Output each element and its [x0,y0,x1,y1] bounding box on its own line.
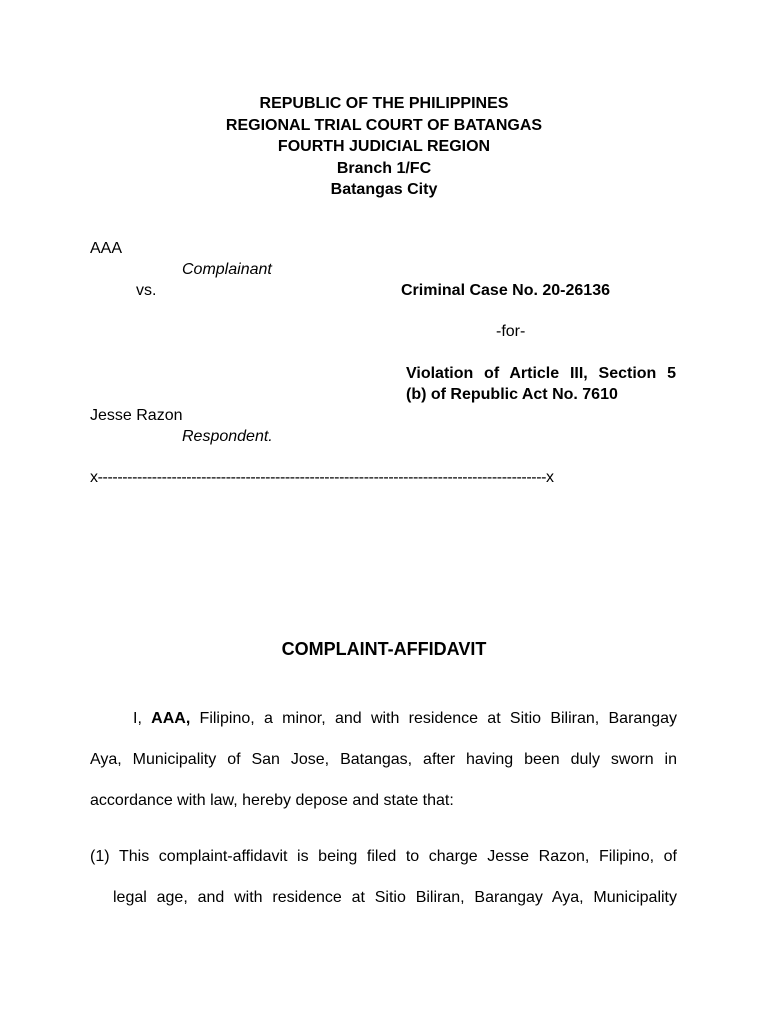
versus-label: vs. [136,282,157,299]
intro-line-1 [133,709,677,729]
header-republic: REPUBLIC OF THE PHILIPPINES [259,95,509,112]
intro-line-3: accordance with law, hereby depose and state that: [90,792,454,809]
header-court: REGIONAL TRIAL COURT OF BATANGAS [225,116,543,134]
court-header [0,93,768,201]
respondent-name: Jesse Razon [90,407,183,424]
case-number: Criminal Case No. 20-26136 [401,282,610,299]
intro-line-1-rest: Filipino, a minor, and with residence at Sitio Biliran, Barangay [190,710,677,727]
respondent-label: Respondent. [182,428,273,445]
affiant-name: AAA, [151,710,191,727]
header-branch: Branch 1/FC [336,159,432,177]
header-region: FOURTH JUDICIAL REGION [277,138,491,155]
caption-divider: x-------------------------------------------------------------------------------------------x [90,469,554,486]
item-1-number: (1) [90,848,110,865]
violation-line-1: Violation of Article III, Section 5 [406,365,676,382]
intro-prefix: I, [133,710,152,727]
violation-line-2: (b) of Republic Act No. 7610 [406,386,618,403]
item-1-line-1: This complaint-affidavit is being filed to charge Jesse Razon, Filipino, of [119,848,677,865]
intro-line-2: Aya, Municipality of San Jose, Batangas, after having been duly sworn in [90,751,677,768]
complainant-label: Complainant [182,261,272,278]
item-1-line-2: legal age, and with residence at Sitio Biliran, Barangay Aya, Municipality [113,889,677,906]
complainant-name: AAA [90,240,123,257]
header-city: Batangas City [330,181,438,198]
document-title: COMPLAINT-AFFIDAVIT [281,639,487,659]
for-label: -for- [496,323,526,340]
